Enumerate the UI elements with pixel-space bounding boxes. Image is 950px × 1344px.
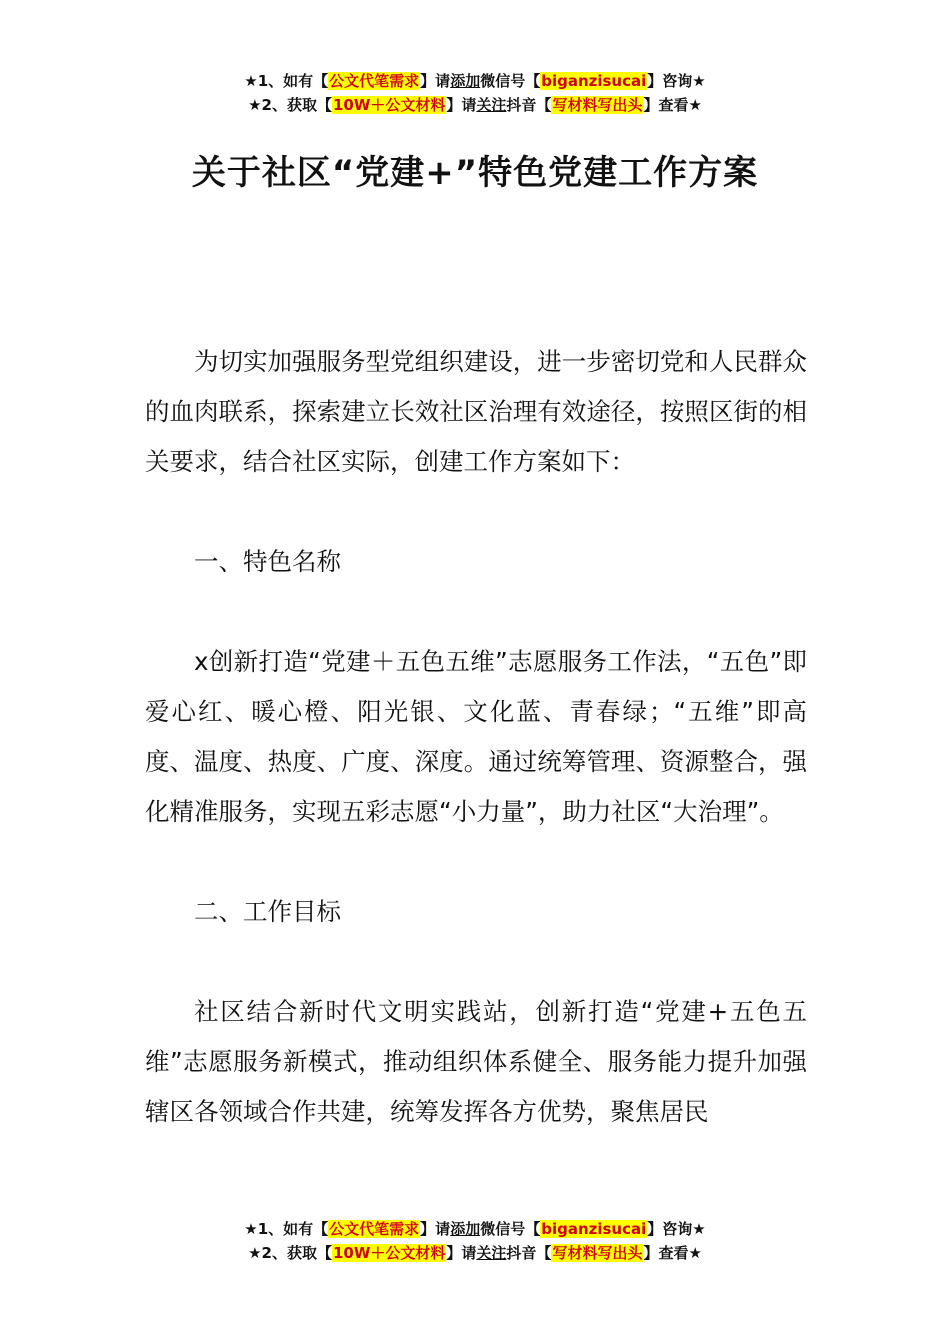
- banner-line-2: [0, 93, 950, 117]
- underline-add: 添加: [450, 72, 481, 90]
- banner-text: 】请: [446, 1244, 477, 1262]
- banner-text: ★1、如有【: [244, 1220, 329, 1238]
- document-body: [145, 337, 807, 1137]
- body-paragraph: 社区结合新时代文明实践站，创新打造“党建+五色五维”志愿服务新模式，推动组织体系健全、服务能力提升加强辖区各领域合作共建，统筹发挥各方优势，聚焦居民: [145, 997, 807, 1126]
- section-heading-2: 二、工作目标: [194, 897, 341, 926]
- highlight-douyin-account: 写材料写出头: [552, 96, 643, 114]
- banner-text: 】查看★: [643, 96, 702, 114]
- banner-line-2: [0, 1241, 950, 1265]
- banner-text: 抖音【: [506, 96, 552, 114]
- banner-text: 】咨询★: [647, 72, 706, 90]
- highlight-materials: 10W＋公文材料: [332, 96, 446, 114]
- underline-add: 添加: [450, 1220, 481, 1238]
- banner-text: 】请: [446, 96, 477, 114]
- banner-text: 】查看★: [643, 1244, 702, 1262]
- highlight-wechat-id: biganzisucai: [541, 72, 647, 90]
- highlight-ghostwriting: 公文代笔需求: [329, 72, 420, 90]
- banner-text: 】咨询★: [647, 1220, 706, 1238]
- banner-line-1: [0, 69, 950, 93]
- banner-text: 】请: [420, 72, 451, 90]
- document-title: 关于社区“党建+”特色党建工作方案: [191, 153, 759, 193]
- section-heading-1: 一、特色名称: [194, 547, 341, 576]
- banner-line-1: [0, 1217, 950, 1241]
- underline-follow: 关注: [476, 1244, 507, 1262]
- banner-text: ★2、获取【: [248, 1244, 332, 1262]
- highlight-wechat-id: biganzisucai: [541, 1220, 647, 1238]
- banner-text: ★2、获取【: [248, 96, 332, 114]
- banner-text: ★1、如有【: [244, 72, 329, 90]
- banner-text: 微信号【: [480, 72, 541, 90]
- highlight-ghostwriting: 公文代笔需求: [329, 1220, 420, 1238]
- banner-text: 微信号【: [480, 1220, 541, 1238]
- highlight-materials: 10W＋公文材料: [332, 1244, 446, 1262]
- intro-paragraph: 为切实加强服务型党组织建设，进一步密切党和人民群众的血肉联系，探索建立长效社区治理有效途径，按照区街的相关要求，结合社区实际，创建工作方案如下：: [145, 347, 807, 476]
- underline-follow: 关注: [476, 96, 507, 114]
- footer-banner: [0, 1217, 950, 1265]
- highlight-douyin-account: 写材料写出头: [552, 1244, 643, 1262]
- body-paragraph: x创新打造“党建＋五色五维”志愿服务工作法，“五色”即爱心红、暖心橙、阳光银、文化蓝、青春绿；“五维”即高度、温度、热度、广度、深度。通过统筹管理、资源整合，强化精准服务，实现五彩志愿“小力量”，助力社区“大治理”。: [145, 647, 807, 826]
- banner-text: 】请: [420, 1220, 451, 1238]
- banner-text: 抖音【: [506, 1244, 552, 1262]
- header-banner: [0, 69, 950, 117]
